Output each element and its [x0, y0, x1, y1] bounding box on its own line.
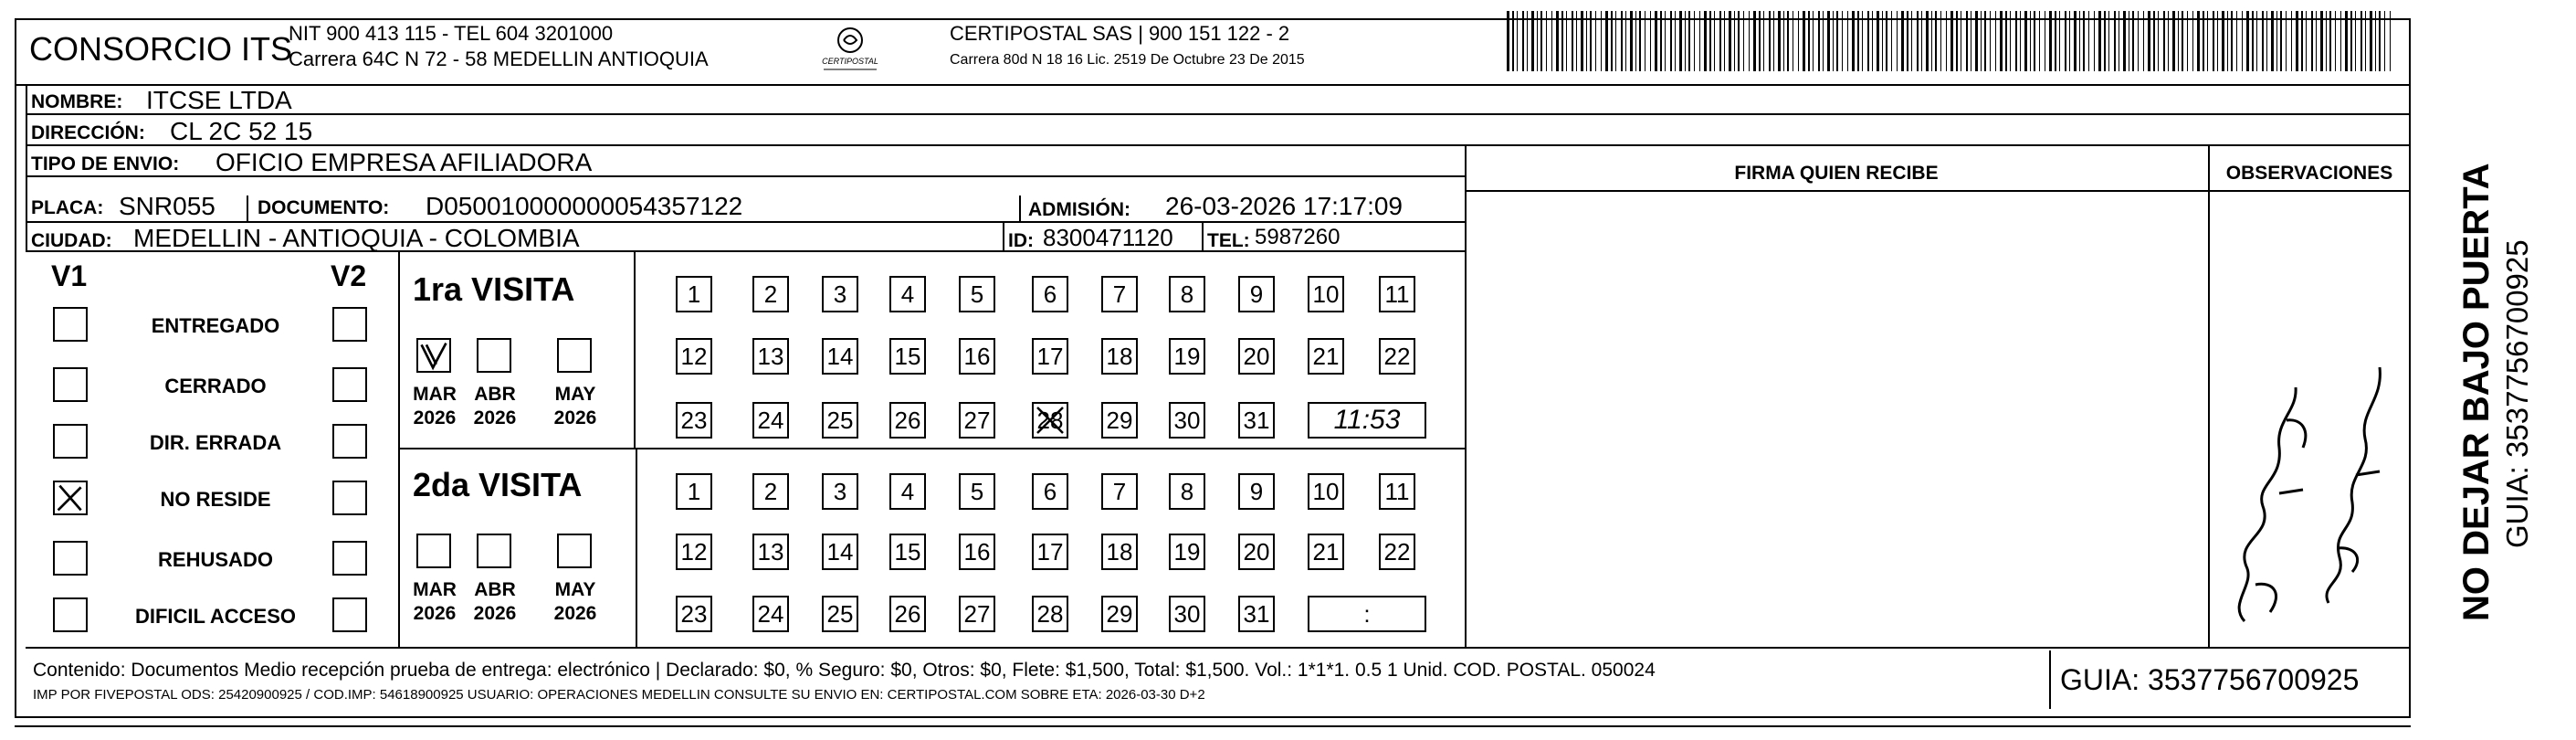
side-warning: NO DEJAR BAJO PUERTA: [2456, 163, 2497, 621]
tel-value: 5987260: [1255, 225, 1341, 249]
certipostal-info-1: CERTIPOSTAL SAS | 900 151 122 - 2: [950, 22, 1290, 45]
visit1-day-box[interactable]: 20: [1238, 338, 1275, 375]
visit2-day-box[interactable]: 21: [1308, 534, 1344, 570]
visit1-day-box[interactable]: 30: [1169, 402, 1205, 439]
visit2-day-box[interactable]: 28: [1032, 596, 1068, 632]
visit2-day-box[interactable]: 8: [1169, 473, 1205, 510]
visit1-title: 1ra VISITA: [413, 270, 575, 308]
visit1-day-box[interactable]: 14: [822, 338, 858, 375]
visit2-day-box[interactable]: 2: [752, 473, 789, 510]
visit1-day-box[interactable]: 26: [889, 402, 926, 439]
visit2-year-label: 2026: [553, 603, 597, 624]
company-address: Carrera 64C N 72 - 58 MEDELLIN ANTIOQUIA: [289, 48, 709, 70]
visit1-day-box[interactable]: 9: [1238, 276, 1275, 312]
visit1-day-box[interactable]: 3: [822, 276, 858, 312]
placa-value: SNR055: [119, 192, 216, 220]
visit2-month-label: MAR: [413, 579, 457, 600]
obs-divider: [2208, 146, 2210, 647]
visit1-day-box[interactable]: 11: [1379, 276, 1415, 312]
visit1-day-box[interactable]: 27: [959, 402, 995, 439]
visit2-month-checkbox[interactable]: [416, 534, 451, 568]
visit2-day-box[interactable]: 23: [676, 596, 712, 632]
barcode: [1505, 11, 2400, 71]
visit1-day-box[interactable]: 7: [1101, 276, 1138, 312]
tel-label: TEL:: [1207, 230, 1250, 251]
visit1-day-box[interactable]: 4: [889, 276, 926, 312]
visit1-day-box[interactable]: 12: [676, 338, 712, 375]
visit2-day-box[interactable]: 24: [752, 596, 789, 632]
visit1-day-box[interactable]: 2: [752, 276, 789, 312]
visit2-year-label: 2026: [473, 603, 517, 624]
visit1-day-box[interactable]: 1: [676, 276, 712, 312]
firma-label: FIRMA QUIEN RECIBE: [1734, 163, 1939, 184]
visit1-day-box[interactable]: 8: [1169, 276, 1205, 312]
logo-text: CERTIPOSTAL: [822, 57, 878, 66]
visit2-day-box[interactable]: 7: [1101, 473, 1138, 510]
status-label: DIR. ERRADA: [149, 431, 282, 454]
status-v1-checkbox[interactable]: [53, 424, 88, 459]
status-v1-checkbox[interactable]: [53, 307, 88, 342]
id-divider: [1003, 223, 1004, 252]
visit1-day-box[interactable]: 17: [1032, 338, 1068, 375]
id-label: ID:: [1008, 230, 1034, 251]
admision-divider: [1019, 196, 1021, 223]
status-v1-checkbox[interactable]: [53, 597, 88, 632]
status-label: REHUSADO: [158, 548, 273, 571]
visit1-day-box[interactable]: 6: [1032, 276, 1068, 312]
visit2-day-box[interactable]: 22: [1379, 534, 1415, 570]
visit2-day-box[interactable]: 14: [822, 534, 858, 570]
nombre-value: ITCSE LTDA: [146, 86, 292, 114]
status-v2-checkbox[interactable]: [332, 541, 367, 576]
visit2-day-box[interactable]: 6: [1032, 473, 1068, 510]
visit2-month-checkbox[interactable]: [477, 534, 511, 568]
certipostal-logo-icon: [811, 22, 889, 77]
visit2-day-box[interactable]: 26: [889, 596, 926, 632]
nombre-label: NOMBRE:: [31, 91, 123, 112]
visit1-day-box[interactable]: 16: [959, 338, 995, 375]
status-v2-checkbox[interactable]: [332, 481, 367, 515]
admision-value: 26-03-2026 17:17:09: [1165, 192, 1403, 220]
company-nit: NIT 900 413 115 - TEL 604 3201000: [289, 22, 614, 45]
visit2-day-box[interactable]: 30: [1169, 596, 1205, 632]
visit1-month-checkbox[interactable]: [477, 338, 511, 373]
visit2-day-box[interactable]: 16: [959, 534, 995, 570]
ciudad-value: MEDELLIN - ANTIOQUIA - COLOMBIA: [133, 224, 580, 252]
handwritten-signature-icon: [2219, 311, 2402, 640]
visit2-day-box[interactable]: 29: [1101, 596, 1138, 632]
visit1-day-box[interactable]: 15: [889, 338, 926, 375]
visit2-day-box[interactable]: 12: [676, 534, 712, 570]
status-v1-checkbox[interactable]: [53, 367, 88, 402]
visit2-day-box[interactable]: 9: [1238, 473, 1275, 510]
visit2-day-box[interactable]: 1: [676, 473, 712, 510]
visit2-day-box[interactable]: 3: [822, 473, 858, 510]
footer-impresion: IMP POR FIVEPOSTAL ODS: 25420900925 / COD.IMP: 54618900925 USUARIO: OPERACIONES MEDELLIN CONSULTE SU ENVIO EN: CERTIPOSTAL.COM SOBRE ETA: 2026-03-30 D+2: [33, 687, 1205, 703]
check-mark-icon: [418, 340, 449, 371]
visit2-year-label: 2026: [413, 603, 457, 624]
barcode-graphic: [1505, 11, 2400, 71]
visit2-day-box[interactable]: 17: [1032, 534, 1068, 570]
direccion-label: DIRECCIÓN:: [31, 122, 145, 143]
visit1-year-label: 2026: [553, 407, 597, 428]
visit2-day-box[interactable]: 13: [752, 534, 789, 570]
visit2-day-box[interactable]: 4: [889, 473, 926, 510]
status-v2-checkbox[interactable]: [332, 424, 367, 459]
visit2-day-box[interactable]: 27: [959, 596, 995, 632]
tel-divider: [1202, 223, 1204, 252]
visit2-day-box[interactable]: 18: [1101, 534, 1138, 570]
status-label: CERRADO: [164, 375, 267, 397]
visit2-month-label: MAY: [554, 579, 596, 600]
visit2-day-box[interactable]: 31: [1238, 596, 1275, 632]
visit1-day-box[interactable]: 31: [1238, 402, 1275, 439]
certipostal-logo: [811, 22, 889, 77]
visit1-year-label: 2026: [473, 407, 517, 428]
visit1-month-label: MAY: [554, 384, 596, 405]
visit1-month-checkbox[interactable]: [416, 338, 451, 373]
visit1-day-box[interactable]: 13: [752, 338, 789, 375]
observaciones-signature: [2219, 311, 2402, 640]
visit2-day-box[interactable]: 10: [1308, 473, 1344, 510]
visit2-day-box[interactable]: 25: [822, 596, 858, 632]
visit2-month-checkbox[interactable]: [557, 534, 592, 568]
bottom-rule: [15, 725, 2411, 727]
tipo-label: TIPO DE ENVIO:: [31, 153, 180, 174]
firma-header-line: [1465, 190, 2411, 192]
visit2-divider: [636, 449, 637, 647]
admision-label: ADMISIÓN:: [1028, 199, 1130, 220]
visit1-month-label: ABR: [474, 384, 516, 405]
company-name: CONSORCIO ITS: [29, 30, 293, 68]
status-label: ENTREGADO: [151, 314, 280, 337]
visit1-day-box[interactable]: 29: [1101, 402, 1138, 439]
v1-label: V1: [51, 259, 88, 292]
visit1-day-box[interactable]: 18: [1101, 338, 1138, 375]
x-mark-icon: [55, 482, 86, 513]
visit1-month-checkbox[interactable]: [557, 338, 592, 373]
footer-guia: GUIA: 3537756700925: [2060, 663, 2360, 696]
visit1-day-box[interactable]: 24: [752, 402, 789, 439]
visit2-day-box[interactable]: 19: [1169, 534, 1205, 570]
status-v2-checkbox[interactable]: [332, 307, 367, 342]
visit1-day-box[interactable]: 21: [1308, 338, 1344, 375]
direccion-row: [26, 115, 2411, 146]
visit2-title: 2da VISITA: [413, 466, 583, 503]
visit2-day-box[interactable]: 15: [889, 534, 926, 570]
status-v2-checkbox[interactable]: [332, 597, 367, 632]
visit1-day-box[interactable]: 25: [822, 402, 858, 439]
status-v1-checkbox[interactable]: [53, 481, 88, 515]
side-guia: GUIA: 3537756700925: [2500, 239, 2534, 548]
id-value: 8300471120: [1043, 224, 1173, 251]
visit1-day-box[interactable]: 19: [1169, 338, 1205, 375]
visit2-day-box[interactable]: 11: [1379, 473, 1415, 510]
visit1-day-box[interactable]: 22: [1379, 338, 1415, 375]
footer-contenido: Contenido: Documentos Medio recepción prueba de entrega: electrónico | Declarado: $0, % Seguro: $0, Otros: $0, Flete: $1,500, Total: $1,500. Vol.: 1*1*1. 0.5 1 Unid. COD. POSTAL. 050024: [33, 660, 1656, 681]
visit1-year-label: 2026: [413, 407, 457, 428]
visit2-month-label: ABR: [474, 579, 516, 600]
visit2-day-box[interactable]: 20: [1238, 534, 1275, 570]
placa-label: PLACA:: [31, 197, 104, 218]
status-v1-checkbox[interactable]: [53, 541, 88, 576]
ciudad-label: CIUDAD:: [31, 230, 112, 251]
visit2-day-box[interactable]: 5: [959, 473, 995, 510]
visit1-day-box[interactable]: 23: [676, 402, 712, 439]
placa-divider: [247, 196, 248, 223]
x-mark-icon: [1034, 404, 1067, 437]
status-label: NO RESIDE: [160, 488, 271, 511]
visit1-day-box[interactable]: 5: [959, 276, 995, 312]
visit1-day-box[interactable]: 28: [1032, 402, 1068, 439]
nombre-row: [26, 84, 2411, 115]
documento-value: D050010000000054357122: [426, 192, 743, 220]
visit1-time-box[interactable]: 11:53: [1308, 402, 1426, 439]
visit1-day-box[interactable]: 10: [1308, 276, 1344, 312]
firma-divider: [1465, 146, 1467, 647]
status-label: DIFICIL ACCESO: [134, 605, 296, 628]
v2-label: V2: [331, 259, 367, 292]
tipo-value: OFICIO EMPRESA AFILIADORA: [216, 148, 593, 176]
direccion-value: CL 2C 52 15: [170, 117, 313, 145]
status-v2-checkbox[interactable]: [332, 367, 367, 402]
certipostal-info-2: Carrera 80d N 18 16 Lic. 2519 De Octubre 23 De 2015: [950, 52, 1305, 68]
visit2-time-box[interactable]: :: [1308, 596, 1426, 632]
visit1-month-label: MAR: [413, 384, 457, 405]
observaciones-label: OBSERVACIONES: [2225, 163, 2393, 184]
documento-label: DOCUMENTO:: [258, 197, 390, 218]
